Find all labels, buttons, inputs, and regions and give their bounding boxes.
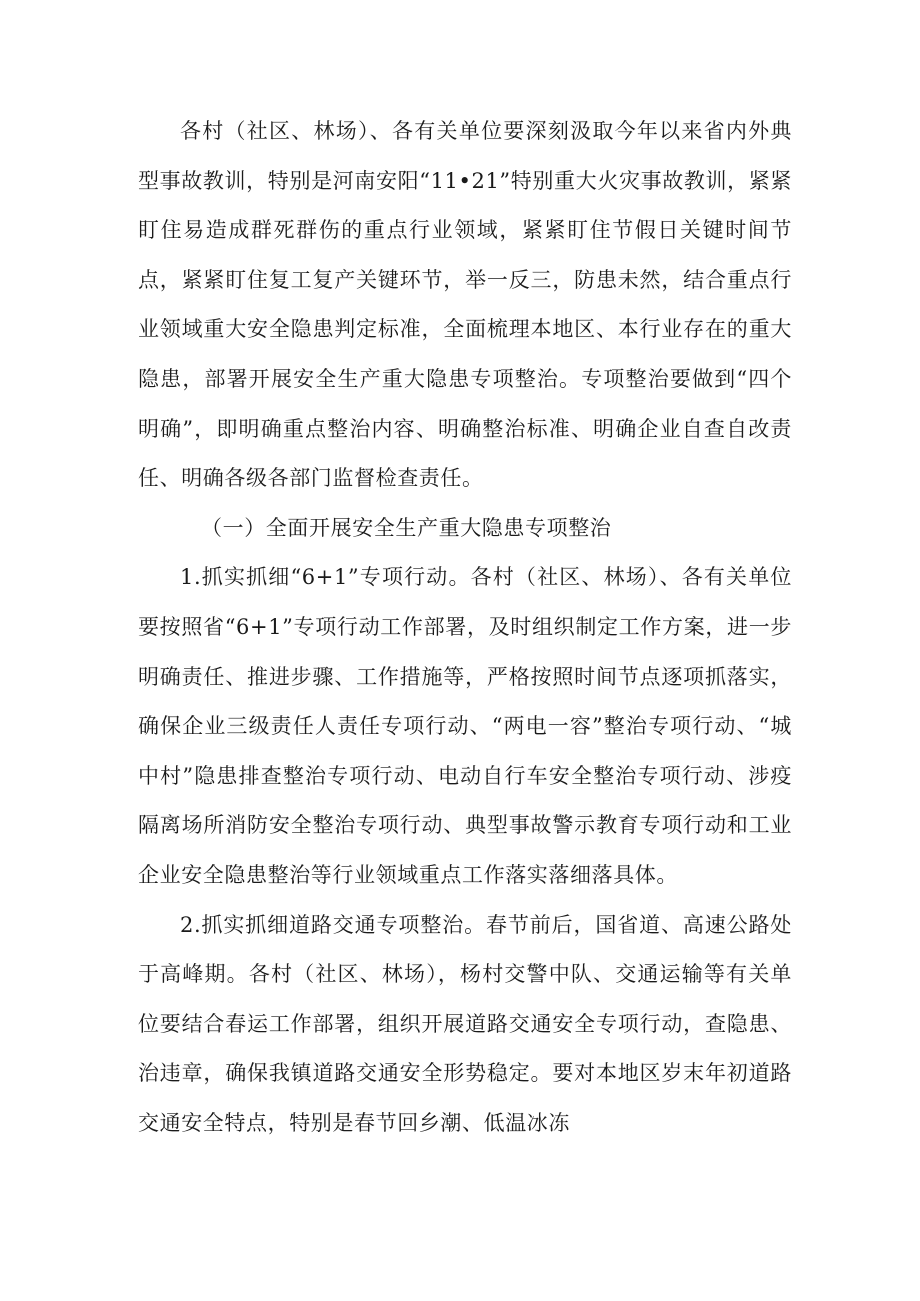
paragraph-item-1: 1.抓实抓细“6+1”专项行动。各村（社区、林场）、各有关单位要按照省“6+1”专项行动工作部署，及时组织制定工作方案，进一步明确责任、推进步骤、工作措施等，严格按照时间节点逐项抓落实，确保企业三级责任人责任专项行动、“两电一容”整治专项行动、“城中村”隐患排查整治专项行动、电动自行车安全整治专项行动、涉疫隔离场所消防安全整治专项行动、典型事故警示教育专项行动和工业企业安全隐患整治等行业领域重点工作落实落细落具体。 xyxy=(138,565,792,887)
paragraph-item-2: 2.抓实抓细道路交通专项整治。春节前后，国省道、高速公路处于高峰期。各村（社区、林场），杨村交警中队、交通运输等有关单位要结合春运工作部署，组织开展道路交通安全专项行动，查隐患、治违章，确保我镇道路交通安全形势稳定。要对本地区岁末年初道路交通安全特点，特别是春节回乡潮、低温冰冻 xyxy=(138,912,792,1135)
document-body xyxy=(138,107,792,1148)
paragraph-intro: 各村（社区、林场）、各有关单位要深刻汲取今年以来省内外典型事故教训，特别是河南安阳“11•21”特别重大火灾事故教训，紧紧盯住易造成群死群伤的重点行业领域，紧紧盯住节假日关键时间节点，紧紧盯住复工复产关键环节，举一反三，防患未然，结合重点行业领域重大安全隐患判定标准，全面梳理本地区、本行业存在的重大隐患，部署开展安全生产重大隐患专项整治。专项整治要做到“四个明确”，即明确重点整治内容、明确整治标准、明确企业自查自改责任、明确各级各部门监督检查责任。 xyxy=(138,119,792,491)
section-heading: （一）全面开展安全生产重大隐患专项整治 xyxy=(201,515,612,540)
